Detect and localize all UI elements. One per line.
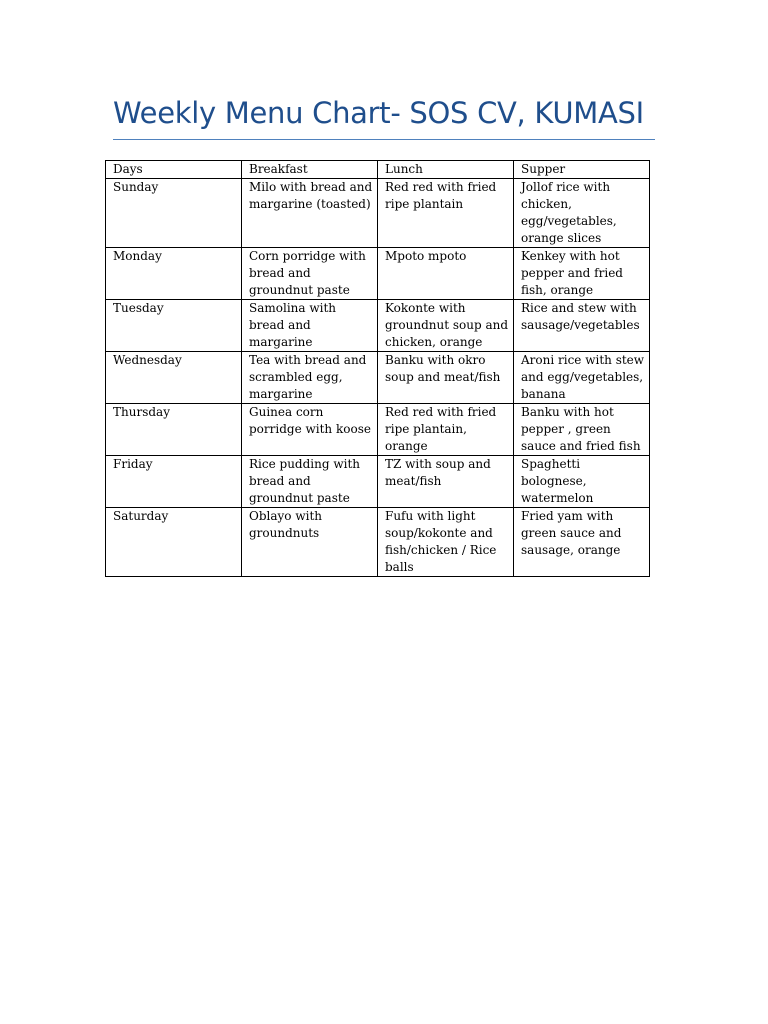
weekly-menu-table [105, 160, 650, 577]
table-row [106, 248, 650, 300]
supper-cell: Rice and stew with sausage/vegetables [514, 300, 650, 352]
header-supper: Supper [514, 161, 650, 179]
day-cell: Wednesday [106, 352, 242, 404]
header-breakfast: Breakfast [242, 161, 378, 179]
breakfast-cell: Samolina with bread and margarine [242, 300, 378, 352]
lunch-cell: Mpoto mpoto [378, 248, 514, 300]
supper-cell: Kenkey with hot pepper and fried fish, orange [514, 248, 650, 300]
supper-cell: Spaghetti bolognese, watermelon [514, 456, 650, 508]
table-row [106, 352, 650, 404]
day-cell: Saturday [106, 508, 242, 577]
breakfast-cell: Oblayo with groundnuts [242, 508, 378, 577]
table-header-row [106, 161, 650, 179]
title-underline [113, 139, 655, 140]
table-row [106, 404, 650, 456]
supper-cell: Aroni rice with stew and egg/vegetables, banana [514, 352, 650, 404]
breakfast-cell: Milo with bread and margarine (toasted) [242, 179, 378, 248]
table-row [106, 456, 650, 508]
lunch-cell: Red red with fried ripe plantain [378, 179, 514, 248]
day-cell: Sunday [106, 179, 242, 248]
table-row [106, 300, 650, 352]
breakfast-cell: Corn porridge with bread and groundnut paste [242, 248, 378, 300]
lunch-cell: Red red with fried ripe plantain, orange [378, 404, 514, 456]
breakfast-cell: Guinea corn porridge with koose [242, 404, 378, 456]
supper-cell: Banku with hot pepper , green sauce and fried fish [514, 404, 650, 456]
supper-cell: Fried yam with green sauce and sausage, orange [514, 508, 650, 577]
day-cell: Friday [106, 456, 242, 508]
breakfast-cell: Tea with bread and scrambled egg, margarine [242, 352, 378, 404]
day-cell: Thursday [106, 404, 242, 456]
supper-cell: Jollof rice with chicken, egg/vegetables, orange slices [514, 179, 650, 248]
header-lunch: Lunch [378, 161, 514, 179]
lunch-cell: Kokonte with groundnut soup and chicken, orange [378, 300, 514, 352]
page-title: Weekly Menu Chart- SOS CV, KUMASI [113, 96, 644, 130]
day-cell: Monday [106, 248, 242, 300]
day-cell: Tuesday [106, 300, 242, 352]
breakfast-cell: Rice pudding with bread and groundnut paste [242, 456, 378, 508]
table-row [106, 179, 650, 248]
lunch-cell: Banku with okro soup and meat/fish [378, 352, 514, 404]
table-row [106, 508, 650, 577]
header-days: Days [106, 161, 242, 179]
lunch-cell: Fufu with light soup/kokonte and fish/chicken / Rice balls [378, 508, 514, 577]
lunch-cell: TZ with soup and meat/fish [378, 456, 514, 508]
